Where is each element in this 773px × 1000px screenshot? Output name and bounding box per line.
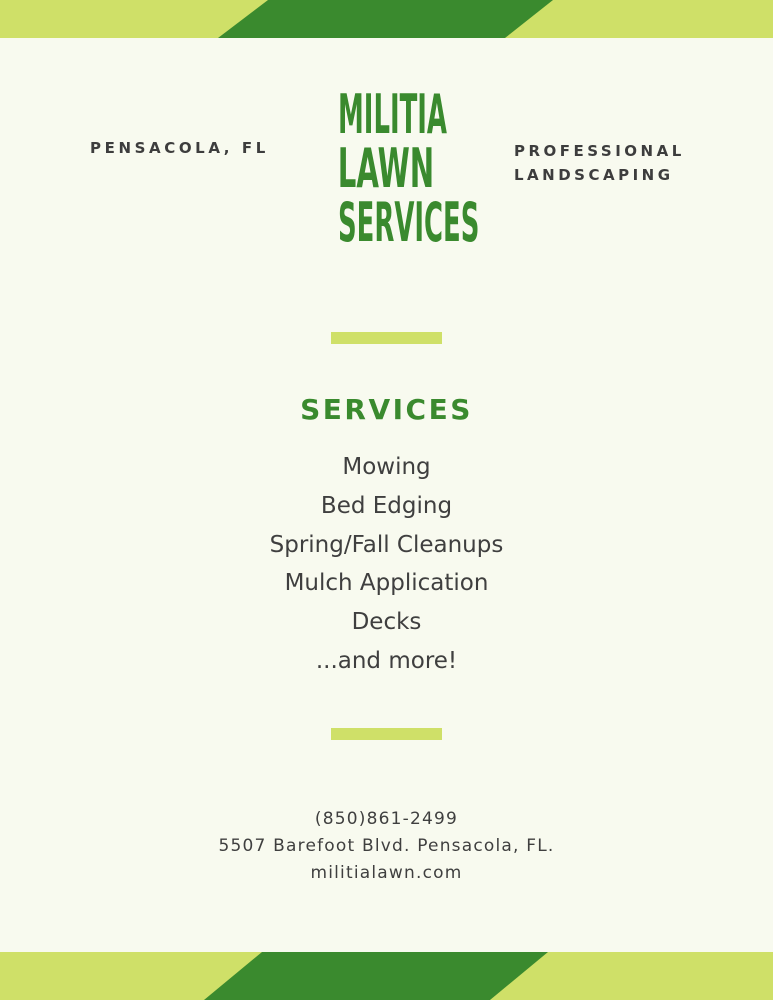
services-heading: SERVICES bbox=[300, 393, 473, 426]
bottom-decorative-band bbox=[0, 952, 773, 1000]
website: militialawn.com bbox=[310, 863, 463, 883]
brand-logo bbox=[286, 83, 486, 254]
service-item: Mulch Application bbox=[284, 570, 489, 597]
service-item: Decks bbox=[351, 609, 422, 636]
top-decorative-band bbox=[0, 0, 773, 38]
service-item: ...and more! bbox=[315, 647, 458, 674]
divider-bottom bbox=[331, 728, 442, 740]
services-list bbox=[0, 448, 773, 681]
tagline bbox=[514, 139, 685, 187]
phone-number: (850)861-2499 bbox=[314, 809, 459, 829]
divider-top bbox=[331, 332, 442, 344]
location-label: PENSACOLA, FL bbox=[90, 139, 269, 157]
service-item: Spring/Fall Cleanups bbox=[269, 531, 504, 558]
street-address: 5507 Barefoot Blvd. Pensacola, FL. bbox=[218, 836, 555, 856]
service-item: Mowing bbox=[342, 454, 431, 480]
brand-line-3: SERVICES bbox=[338, 191, 480, 254]
service-item: Bed Edging bbox=[320, 492, 453, 519]
brand-line-2: LAWN bbox=[337, 137, 435, 200]
tagline-line-1: PROFESSIONAL bbox=[514, 142, 685, 160]
tagline-line-2: LANDSCAPING bbox=[514, 166, 674, 184]
contact-block bbox=[0, 806, 773, 887]
brand-line-1: MILITIA bbox=[338, 83, 447, 146]
